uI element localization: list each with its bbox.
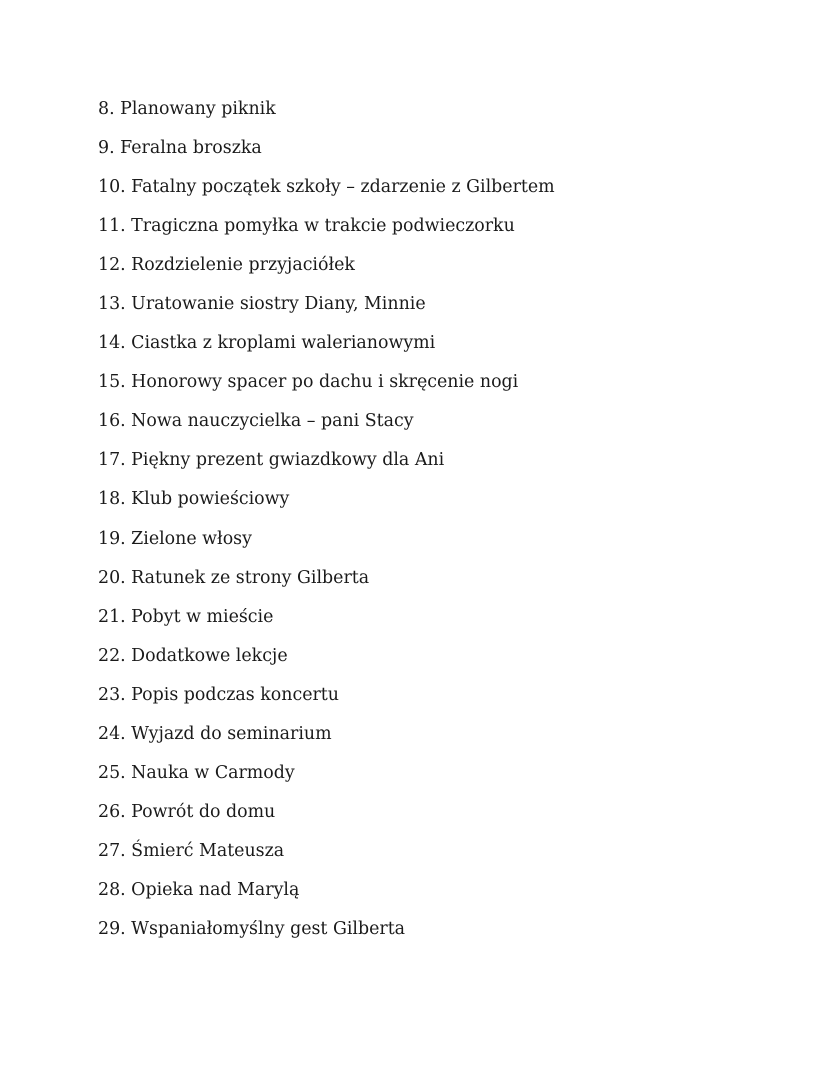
list-item: 13. Uratowanie siostry Diany, Minnie xyxy=(98,294,426,315)
list-item: 11. Tragiczna pomyłka w trakcie podwieczorku xyxy=(98,216,515,237)
list-item: 12. Rozdzielenie przyjaciółek xyxy=(98,255,355,276)
list-item: 21. Pobyt w mieście xyxy=(98,606,274,627)
list-item: 8. Planowany piknik xyxy=(98,99,276,119)
list-item: 27. Śmierć Mateusza xyxy=(98,840,285,861)
list-item: 18. Klub powieściowy xyxy=(98,489,290,510)
plot-outline-list xyxy=(98,96,555,955)
list-item: 20. Ratunek ze strony Gilberta xyxy=(98,567,370,588)
list-item: 14. Ciastka z kroplami walerianowymi xyxy=(98,333,436,354)
list-item: 16. Nowa nauczycielka – pani Stacy xyxy=(98,411,414,432)
list-item: 19. Zielone włosy xyxy=(98,528,252,549)
list-item: 24. Wyjazd do seminarium xyxy=(98,723,332,744)
list-item: 15. Honorowy spacer po dachu i skręcenie nogi xyxy=(98,372,519,393)
list-item: 25. Nauka w Carmody xyxy=(98,762,295,783)
list-item: 26. Powrót do domu xyxy=(98,801,276,822)
list-item: 17. Piękny prezent gwiazdkowy dla Ani xyxy=(98,450,445,471)
list-item: 29. Wspaniałomyślny gest Gilberta xyxy=(98,918,406,939)
list-item: 22. Dodatkowe lekcje xyxy=(98,645,288,666)
list-item: 23. Popis podczas koncertu xyxy=(98,684,339,705)
list-item: 28. Opieka nad Marylą xyxy=(98,879,300,900)
list-item: 9. Feralna broszka xyxy=(98,138,262,159)
list-item: 10. Fatalny początek szkoły – zdarzenie z Gilbertem xyxy=(98,177,555,198)
